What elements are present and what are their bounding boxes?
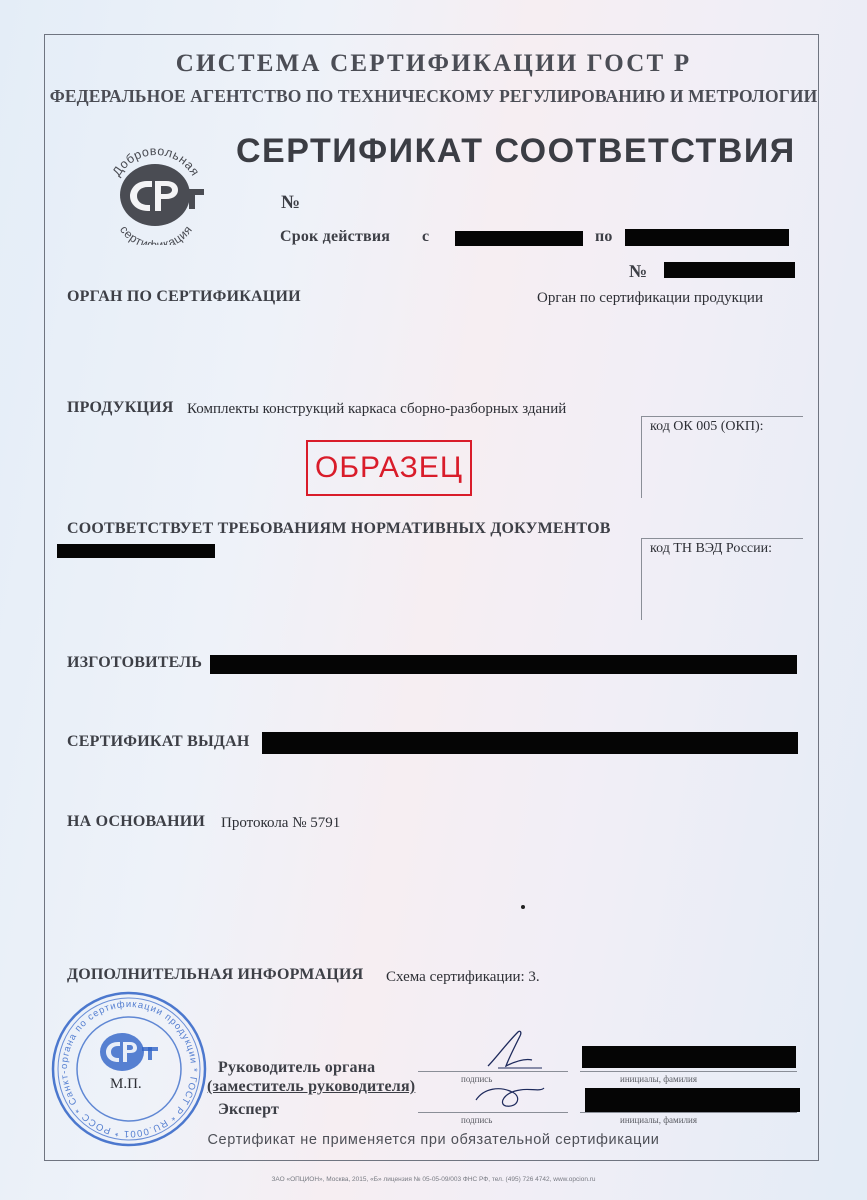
product-label: ПРОДУКЦИЯ [67,399,174,416]
expert-label: Эксперт [218,1101,280,1118]
tnved-box-border [641,538,642,620]
okp-code-label: код ОК 005 (ОКП): [650,419,764,434]
sample-stamp: ОБРАЗЕЦ [306,440,472,496]
footer-notice: Сертификат не применяется при обязательной сертификации [207,1132,660,1148]
printer-imprint: ЗАО «ОПЦИОН», Москва, 2015, «Б» лицензия № 05-05-09/003 ФНС РФ, тел. (495) 726 4742, www.opcion.ru [271,1176,596,1183]
expert-initials-line [580,1112,797,1113]
agency-title: ФЕДЕРАЛЬНОЕ АГЕНТСТВО ПО ТЕХНИЧЕСКОМУ РЕГУЛИРОВАНИЮ И МЕТРОЛОГИИ [49,86,818,106]
tnved-code-label: код ТН ВЭД России: [650,541,773,556]
validity-to-label: по [595,228,613,245]
issued-to-label: СЕРТИФИКАТ ВЫДАН [67,733,250,750]
svg-text:сертификация [117,223,195,245]
redacted-expert-initials [585,1088,800,1112]
redacted-normative-documents [57,544,215,558]
rst-logo [100,135,210,245]
certificate-title: СЕРТИФИКАТ СООТВЕТСТВИЯ [236,132,796,170]
system-title: СИСТЕМА СЕРТИФИКАЦИИ ГОСТ Р [175,50,692,77]
validity-from-label: с [422,228,430,245]
tnved-box-top [641,538,803,539]
stamp-place-label: М.П. [110,1076,142,1092]
logo-bottom-text: сертификация [116,222,196,245]
okp-box-top [641,416,803,417]
blue-seal [50,990,208,1148]
handwritten-signatures [470,1022,560,1117]
redacted-date-from [455,231,583,246]
expert-initials-caption: инициалы, фамилия [620,1115,697,1125]
redacted-head-initials [582,1046,796,1068]
certification-body-value: Орган по сертификации продукции [537,290,763,306]
redacted-registration-number [664,262,795,278]
head-signature-caption: подпись [461,1074,493,1084]
head-initials-line [580,1071,797,1072]
seal-ring-text: органа по сертификации продукции * ГОСТ Р * RU.0001 * РОСС * Санкт- [58,998,200,1140]
redacted-date-to [625,229,789,246]
head-initials-caption: инициалы, фамилия [620,1074,697,1084]
expert-signature-caption: подпись [461,1115,493,1125]
basis-label: НА ОСНОВАНИИ [67,813,206,830]
additional-info-value: Схема сертификации: 3. [386,969,540,985]
redacted-issued-to [262,732,798,754]
head-of-body-label: Руководитель органа [218,1059,376,1076]
compliance-label: СООТВЕТСТВУЕТ ТРЕБОВАНИЯМ НОРМАТИВНЫХ ДОКУМЕНТОВ [67,520,611,537]
validity-label: Срок действия [280,228,391,245]
basis-value: Протокола № 5791 [221,815,341,831]
manufacturer-label: ИЗГОТОВИТЕЛЬ [67,654,203,671]
product-value: Комплекты конструкций каркаса сборно-разборных зданий [187,401,567,417]
logo-top-text: Добровольная [109,143,203,179]
registration-number-label: № [629,261,648,281]
additional-info-label: ДОПОЛНИТЕЛЬНАЯ ИНФОРМАЦИЯ [67,966,364,983]
ink-dot [521,905,525,909]
redacted-manufacturer [210,655,797,674]
certificate-number-label: № [281,192,301,213]
deputy-label: (заместитель руководителя) [207,1078,416,1095]
certification-body-label: ОРГАН ПО СЕРТИФИКАЦИИ [67,288,301,305]
okp-box-border [641,416,642,498]
